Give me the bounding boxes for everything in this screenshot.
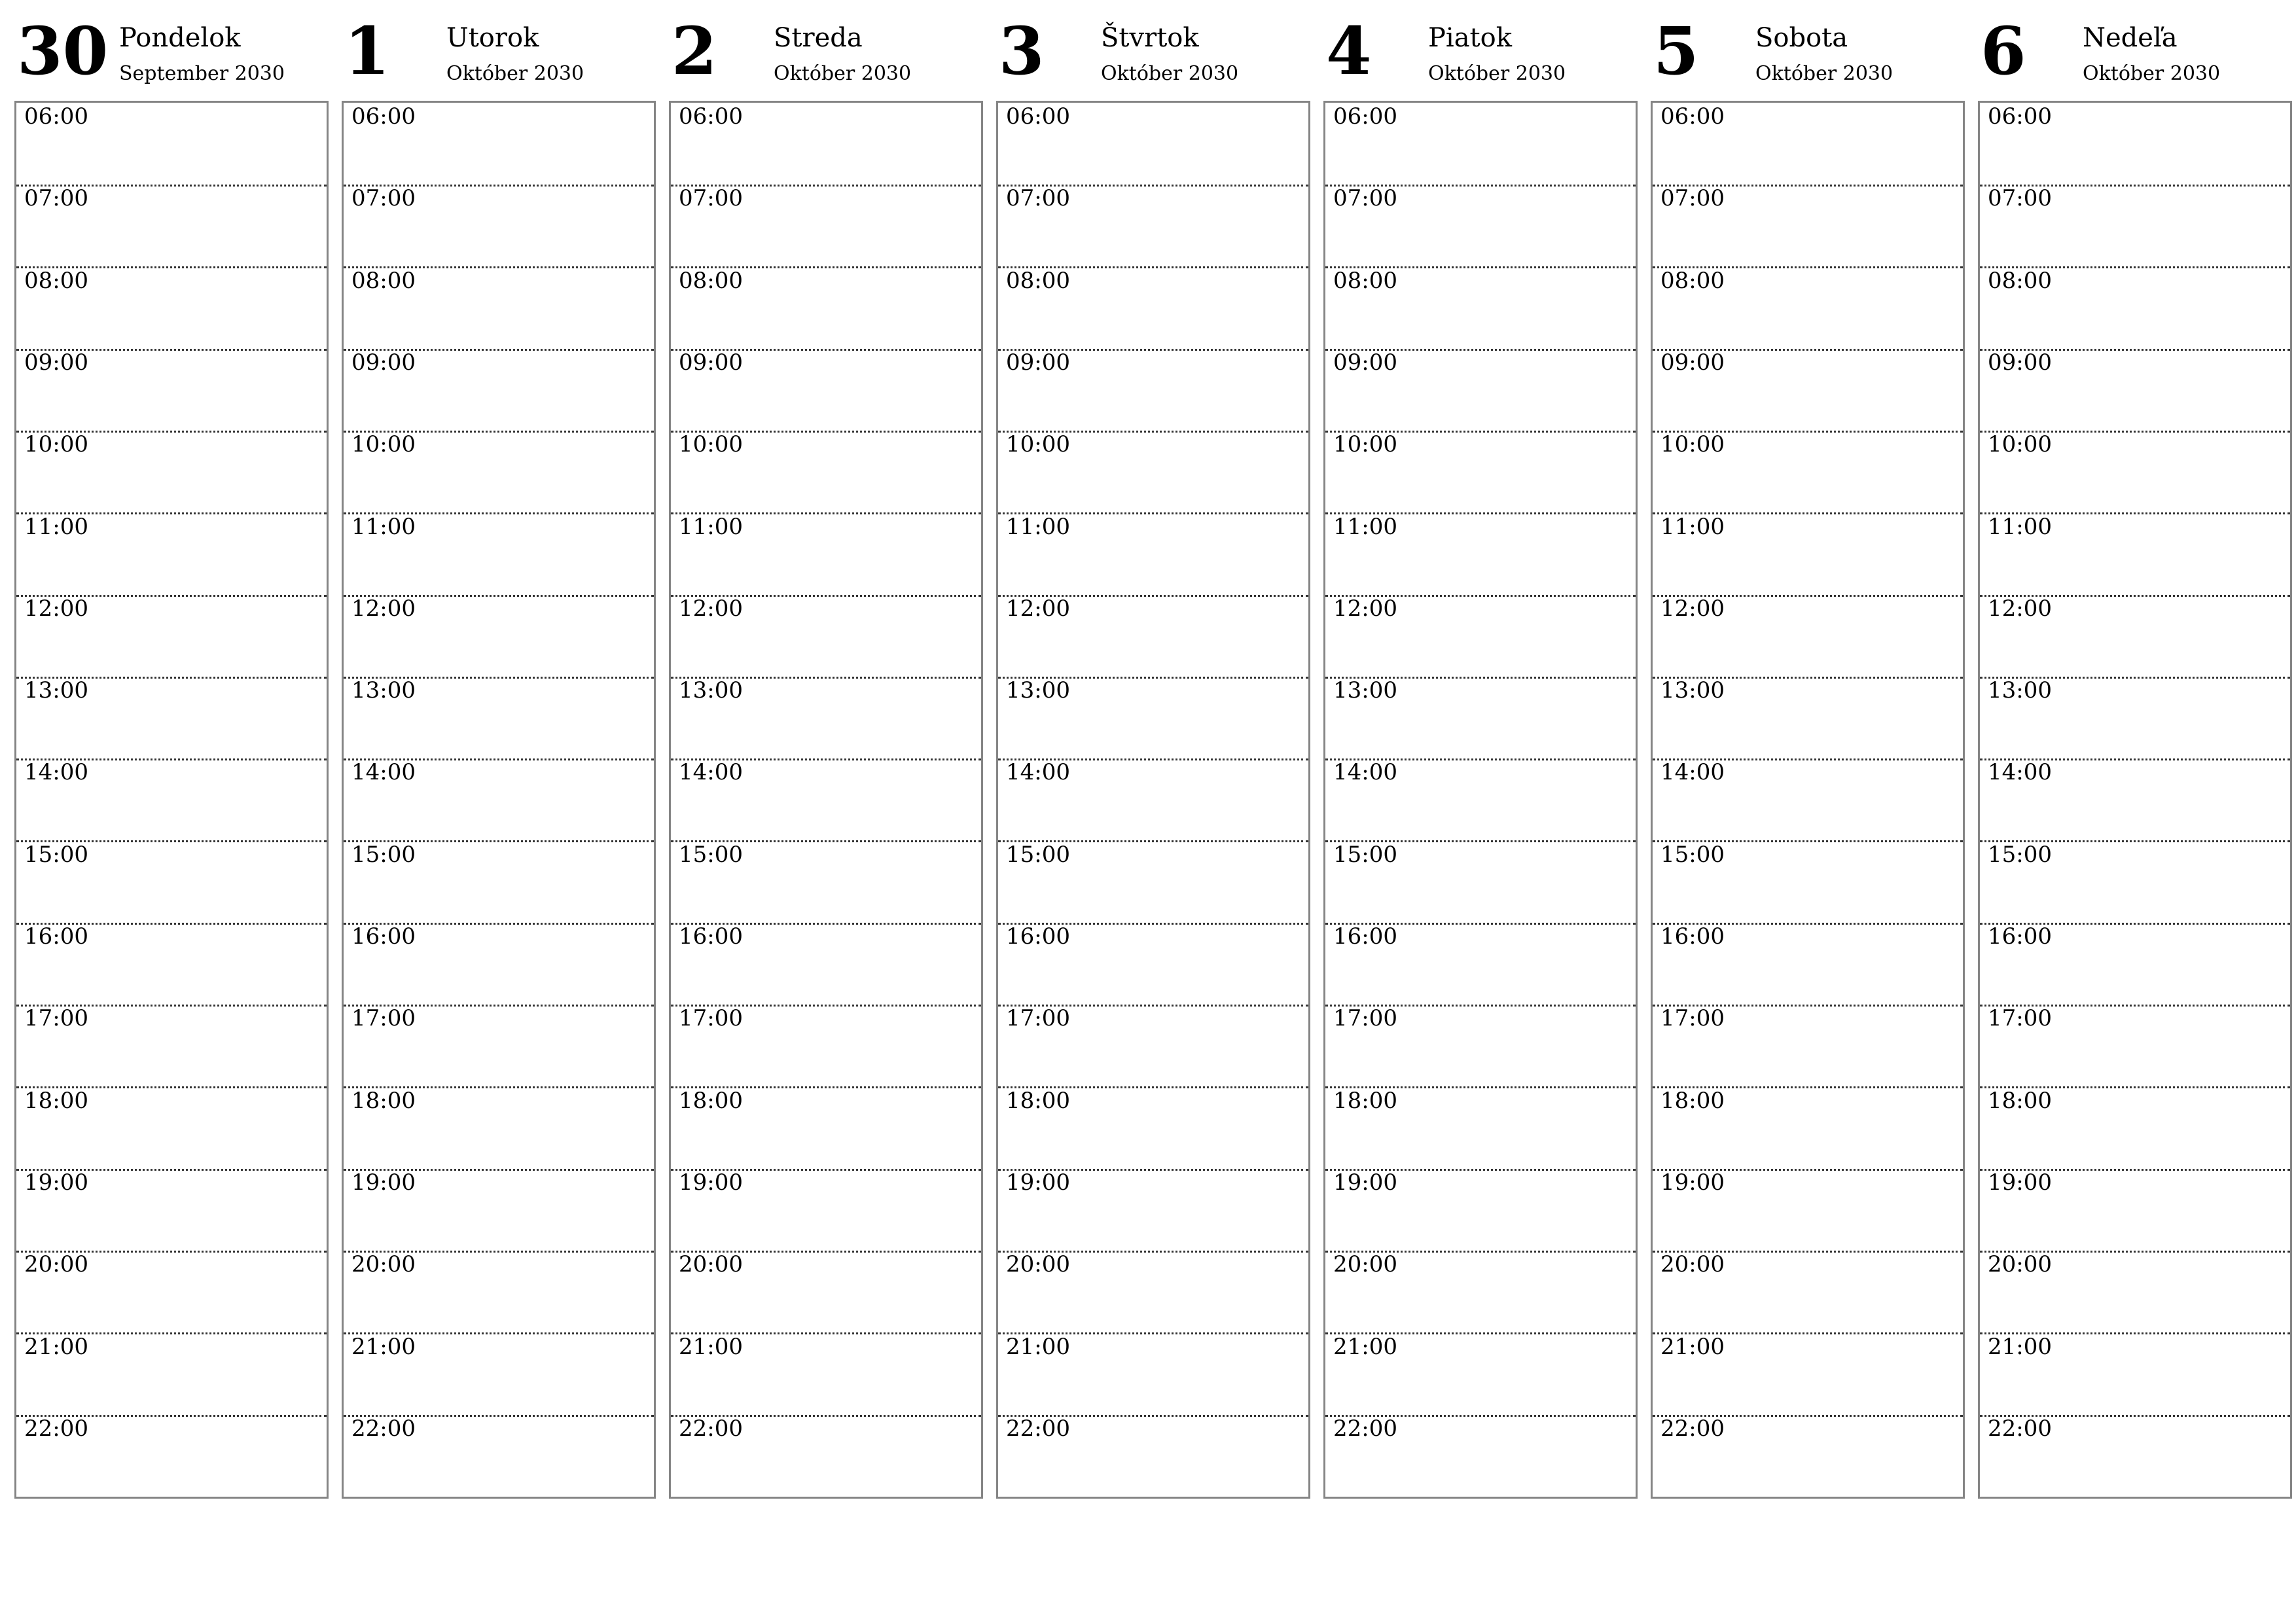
day-month-year: Október 2030 [1101,62,1239,85]
hour-slot [1980,1415,2290,1497]
day-column [1651,12,1964,1500]
hour-label: 09:00 [1988,349,2052,376]
hour-label: 07:00 [351,185,416,212]
hour-label: 11:00 [1660,513,1725,540]
hour-slot [1325,431,1636,514]
hour-slot [1980,1005,2290,1088]
hour-label: 12:00 [1333,595,1397,622]
day-month-year: Október 2030 [1428,62,1566,85]
hour-label: 14:00 [351,759,416,786]
hour-slot [1325,923,1636,1007]
hour-slot [344,1005,654,1088]
day-name: Pondelok [119,23,241,53]
hour-label: 20:00 [1333,1251,1397,1278]
hour-label: 11:00 [1333,513,1397,540]
hour-slot [1653,841,1963,925]
hour-label: 13:00 [1006,677,1070,704]
hour-label: 19:00 [1660,1169,1725,1196]
hour-slot [1325,758,1636,842]
hour-slot [671,923,981,1007]
hour-slot [16,758,327,842]
hour-slot [1980,267,2290,351]
hour-label: 22:00 [1660,1415,1725,1442]
hour-label: 14:00 [1660,759,1725,786]
hour-slot [1980,1251,2290,1334]
hour-label: 18:00 [351,1087,416,1114]
hour-slot [1653,923,1963,1007]
hour-slot [344,1087,654,1171]
day-number: 6 [1981,12,2026,90]
hour-slot [998,841,1308,925]
day-name: Sobota [1755,23,1848,53]
hour-slot [16,185,327,268]
hour-label: 22:00 [679,1415,743,1442]
hour-label: 06:00 [679,103,743,130]
hour-label: 06:00 [351,103,416,130]
hour-label: 07:00 [1006,185,1070,212]
hour-slot [16,923,327,1007]
hour-label: 08:00 [1006,267,1070,294]
hour-label: 09:00 [1660,349,1725,376]
hour-label: 12:00 [1660,595,1725,622]
hour-slot [1980,103,2290,187]
day-name: Štvrtok [1101,23,1199,53]
hour-label: 11:00 [24,513,88,540]
hour-slot [1980,677,2290,760]
hour-label: 17:00 [679,1005,743,1032]
day-column [1323,12,1636,1500]
hour-slot [1325,1251,1636,1334]
hour-slot [1653,1333,1963,1417]
hour-slot [998,431,1308,514]
hour-slot [16,1005,327,1088]
day-number: 30 [17,12,109,90]
hour-slot [344,677,654,760]
hour-label: 09:00 [24,349,88,376]
hour-label: 13:00 [351,677,416,704]
hour-slot [671,677,981,760]
hour-slot [1980,841,2290,925]
hour-label: 08:00 [679,267,743,294]
hour-label: 06:00 [24,103,88,130]
hour-label: 18:00 [1660,1087,1725,1114]
hour-slot [1325,1005,1636,1088]
hour-label: 08:00 [1988,267,2052,294]
hour-label: 13:00 [1988,677,2052,704]
hour-label: 16:00 [1988,923,2052,950]
day-number: 2 [672,12,717,90]
day-month-year: September 2030 [119,62,285,85]
hour-slot [1980,185,2290,268]
hour-label: 09:00 [679,349,743,376]
hour-label: 08:00 [351,267,416,294]
hour-label: 22:00 [1333,1415,1397,1442]
hour-slot [671,758,981,842]
hour-slot [16,595,327,679]
day-name: Piatok [1428,23,1512,53]
hour-label: 09:00 [1006,349,1070,376]
day-header [1978,12,2291,99]
hour-label: 20:00 [1660,1251,1725,1278]
hour-slot [1653,513,1963,597]
hour-slot [344,431,654,514]
hour-label: 18:00 [679,1087,743,1114]
hour-label: 14:00 [24,759,88,786]
hour-label: 17:00 [24,1005,88,1032]
day-number: 4 [1326,12,1372,90]
day-header [342,12,655,99]
day-schedule-box [342,101,656,1499]
day-column [342,12,655,1500]
hour-slot [998,595,1308,679]
hour-slot [16,1333,327,1417]
hour-slot [344,1169,654,1253]
hour-label: 18:00 [1988,1087,2052,1114]
hour-label: 11:00 [679,513,743,540]
hour-slot [344,1415,654,1497]
hour-label: 17:00 [351,1005,416,1032]
hour-slot [671,841,981,925]
hour-label: 13:00 [24,677,88,704]
hour-slot [344,923,654,1007]
day-number: 5 [1653,12,1699,90]
hour-slot [1653,1005,1963,1088]
hour-slot [998,267,1308,351]
hour-label: 21:00 [24,1333,88,1360]
hour-label: 16:00 [351,923,416,950]
hour-label: 14:00 [1988,759,2052,786]
hour-label: 18:00 [24,1087,88,1114]
hour-label: 16:00 [1660,923,1725,950]
hour-slot [998,1005,1308,1088]
hour-label: 07:00 [1988,185,2052,212]
hour-label: 20:00 [351,1251,416,1278]
hour-label: 19:00 [351,1169,416,1196]
hour-slot [16,1415,327,1497]
hour-slot [344,349,654,433]
hour-slot [998,1415,1308,1497]
hour-slot [1653,185,1963,268]
hour-slot [671,103,981,187]
hour-slot [1325,841,1636,925]
hour-slot [998,185,1308,268]
hour-label: 15:00 [1660,841,1725,868]
hour-label: 16:00 [1333,923,1397,950]
hour-label: 08:00 [24,267,88,294]
hour-label: 17:00 [1333,1005,1397,1032]
hour-label: 20:00 [679,1251,743,1278]
day-name: Utorok [446,23,539,53]
hour-slot [671,431,981,514]
hour-label: 16:00 [1006,923,1070,950]
hour-label: 20:00 [1006,1251,1070,1278]
hour-slot [671,1415,981,1497]
hour-slot [1653,267,1963,351]
day-name: Streda [774,23,863,53]
hour-slot [1653,1169,1963,1253]
hour-slot [1325,595,1636,679]
hour-slot [671,595,981,679]
hour-label: 06:00 [1988,103,2052,130]
hour-slot [671,1333,981,1417]
hour-label: 06:00 [1333,103,1397,130]
day-month-year: Október 2030 [446,62,584,85]
day-header [1323,12,1636,99]
hour-label: 16:00 [679,923,743,950]
hour-label: 12:00 [24,595,88,622]
hour-slot [1325,1169,1636,1253]
hour-label: 10:00 [1660,431,1725,458]
hour-slot [998,349,1308,433]
day-schedule-box [14,101,329,1499]
hour-slot [1980,1087,2290,1171]
hour-label: 21:00 [1006,1333,1070,1360]
hour-slot [1980,1169,2290,1253]
hour-label: 07:00 [1333,185,1397,212]
hour-slot [1653,431,1963,514]
hour-slot [16,103,327,187]
hour-slot [344,1251,654,1334]
hour-label: 15:00 [679,841,743,868]
hour-label: 22:00 [1988,1415,2052,1442]
hour-label: 14:00 [679,759,743,786]
hour-label: 22:00 [1006,1415,1070,1442]
hour-label: 08:00 [1333,267,1397,294]
hour-label: 08:00 [1660,267,1725,294]
hour-slot [1653,758,1963,842]
hour-slot [344,595,654,679]
hour-slot [344,267,654,351]
hour-slot [1980,595,2290,679]
hour-label: 20:00 [24,1251,88,1278]
hour-slot [1325,1415,1636,1497]
hour-slot [1325,1333,1636,1417]
hour-slot [1653,349,1963,433]
hour-label: 10:00 [351,431,416,458]
hour-slot [344,1333,654,1417]
hour-slot [1325,677,1636,760]
hour-label: 17:00 [1988,1005,2052,1032]
hour-label: 12:00 [1988,595,2052,622]
hour-label: 20:00 [1988,1251,2052,1278]
hour-label: 14:00 [1333,759,1397,786]
day-column [14,12,327,1500]
hour-slot [344,841,654,925]
hour-slot [998,677,1308,760]
hour-slot [1325,103,1636,187]
hour-label: 21:00 [679,1333,743,1360]
hour-slot [1325,267,1636,351]
hour-label: 15:00 [1988,841,2052,868]
hour-slot [998,103,1308,187]
hour-slot [16,1087,327,1171]
hour-label: 17:00 [1660,1005,1725,1032]
hour-label: 16:00 [24,923,88,950]
hour-slot [344,513,654,597]
hour-label: 15:00 [351,841,416,868]
hour-slot [1653,103,1963,187]
hour-slot [1980,349,2290,433]
hour-label: 21:00 [1988,1333,2052,1360]
hour-label: 09:00 [1333,349,1397,376]
hour-slot [998,1251,1308,1334]
day-header [14,12,327,99]
hour-label: 19:00 [1988,1169,2052,1196]
hour-label: 18:00 [1006,1087,1070,1114]
hour-label: 15:00 [24,841,88,868]
hour-label: 07:00 [24,185,88,212]
hour-slot [671,349,981,433]
hour-slot [16,513,327,597]
hour-label: 15:00 [1006,841,1070,868]
hour-label: 07:00 [679,185,743,212]
hour-label: 14:00 [1006,759,1070,786]
hour-slot [671,185,981,268]
hour-label: 19:00 [1006,1169,1070,1196]
hour-label: 12:00 [679,595,743,622]
hour-slot [998,1087,1308,1171]
hour-label: 06:00 [1006,103,1070,130]
hour-slot [344,758,654,842]
hour-label: 11:00 [1006,513,1070,540]
day-schedule-box [1978,101,2292,1499]
hour-label: 21:00 [1333,1333,1397,1360]
day-schedule-box [1323,101,1638,1499]
hour-label: 11:00 [351,513,416,540]
hour-slot [1980,923,2290,1007]
hour-slot [671,513,981,597]
hour-slot [1980,431,2290,514]
hour-label: 10:00 [1988,431,2052,458]
hour-slot [671,1005,981,1088]
hour-label: 22:00 [24,1415,88,1442]
hour-slot [16,1251,327,1334]
hour-slot [998,1169,1308,1253]
hour-label: 10:00 [1006,431,1070,458]
hour-slot [1653,1251,1963,1334]
hour-label: 21:00 [1660,1333,1725,1360]
hour-slot [1653,1087,1963,1171]
hour-label: 22:00 [351,1415,416,1442]
day-header [669,12,982,99]
hour-slot [16,267,327,351]
hour-label: 13:00 [1660,677,1725,704]
hour-label: 10:00 [679,431,743,458]
hour-label: 19:00 [24,1169,88,1196]
hour-slot [16,677,327,760]
hour-label: 13:00 [1333,677,1397,704]
hour-label: 21:00 [351,1333,416,1360]
hour-slot [16,1169,327,1253]
hour-slot [16,841,327,925]
hour-slot [998,513,1308,597]
day-month-year: Október 2030 [1755,62,1893,85]
hour-slot [1325,349,1636,433]
day-month-year: Október 2030 [774,62,912,85]
day-name: Nedeľa [2083,23,2178,53]
hour-slot [16,431,327,514]
day-column [996,12,1309,1500]
hour-slot [344,185,654,268]
hour-slot [1653,677,1963,760]
hour-label: 17:00 [1006,1005,1070,1032]
weekly-planner [14,12,2291,1500]
hour-slot [1980,758,2290,842]
hour-label: 09:00 [351,349,416,376]
hour-slot [344,103,654,187]
hour-slot [998,1333,1308,1417]
hour-slot [1325,513,1636,597]
day-header [1651,12,1964,99]
hour-label: 13:00 [679,677,743,704]
hour-slot [1325,185,1636,268]
hour-slot [1980,1333,2290,1417]
day-number: 1 [344,12,390,90]
hour-slot [671,1251,981,1334]
hour-label: 12:00 [351,595,416,622]
hour-label: 07:00 [1660,185,1725,212]
hour-label: 11:00 [1988,513,2052,540]
hour-label: 06:00 [1660,103,1725,130]
hour-label: 10:00 [1333,431,1397,458]
day-header [996,12,1309,99]
day-month-year: Október 2030 [2083,62,2221,85]
hour-slot [998,923,1308,1007]
hour-slot [671,1087,981,1171]
hour-slot [16,349,327,433]
day-column [669,12,982,1500]
hour-slot [998,758,1308,842]
hour-slot [1325,1087,1636,1171]
day-schedule-box [996,101,1310,1499]
day-number: 3 [999,12,1045,90]
day-schedule-box [1651,101,1965,1499]
hour-label: 15:00 [1333,841,1397,868]
hour-slot [671,1169,981,1253]
hour-label: 19:00 [679,1169,743,1196]
day-schedule-box [669,101,983,1499]
hour-label: 10:00 [24,431,88,458]
hour-label: 19:00 [1333,1169,1397,1196]
hour-slot [1653,1415,1963,1497]
hour-slot [1980,513,2290,597]
hour-slot [671,267,981,351]
hour-label: 12:00 [1006,595,1070,622]
hour-label: 18:00 [1333,1087,1397,1114]
day-column [1978,12,2291,1500]
hour-slot [1653,595,1963,679]
